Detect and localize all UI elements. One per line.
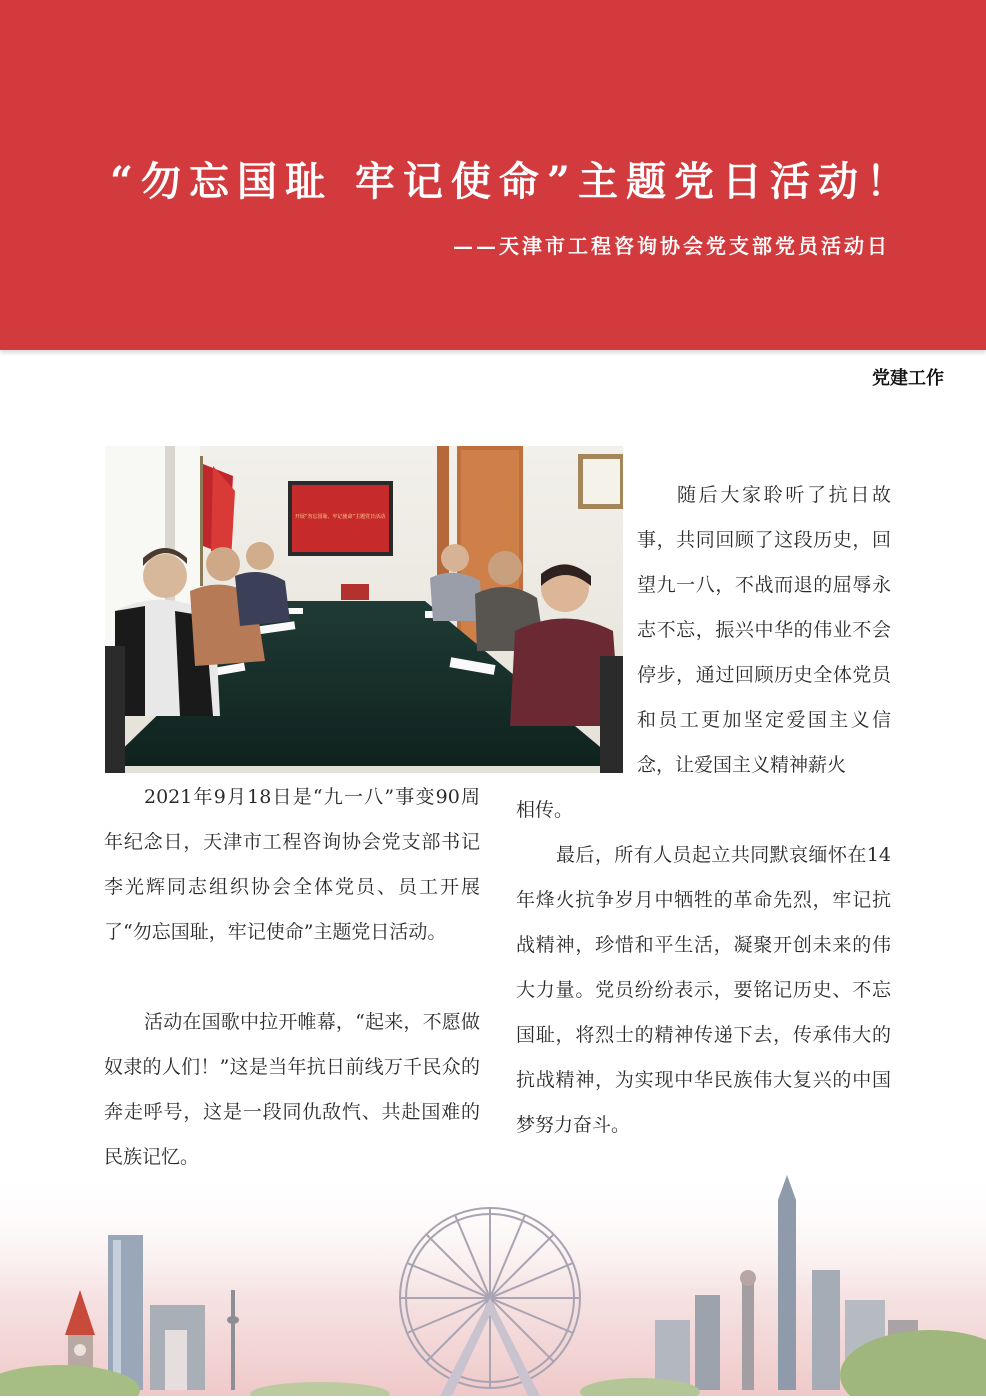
article-paragraph-2: 活动在国歌中拉开帷幕，“起来，不愿做奴隶的人们！”这是当年抗日前线万千民众的奔走呼号，这是一段同仇敌忾、共赴国难的民族记忆。 xyxy=(104,1011,480,1168)
article-paragraph-3: 随后大家聆听了抗日故事，共同回顾了这段历史，回望九一八，不战而退的屈辱永志不忘，振兴中华的伟业不会停步，通过回顾历史全体党员和员工更加坚定爱国主义信念，让爱国主义精神薪火 xyxy=(637,484,891,776)
section-label: 党建工作 xyxy=(872,368,944,389)
tv-screen-text: 开展“勿忘国耻、牢记使命”主题党日活动 xyxy=(294,514,386,520)
city-skyline-illustration xyxy=(0,1170,986,1396)
meeting-photo xyxy=(105,446,623,773)
article-paragraph-3-continued: 相传。 xyxy=(516,799,574,821)
page-title: “勿忘国耻 牢记使命”主题党日活动！ xyxy=(110,158,914,205)
header-banner xyxy=(0,0,986,350)
article-paragraph-4: 最后，所有人员起立共同默哀缅怀在14年烽火抗争岁月中牺牲的革命先烈，牢记抗战精神，珍惜和平生活，凝聚开创未来的伟大力量。党员纷纷表示，要铭记历史、不忘国耻，将烈士的精神传递下去，传承伟大的抗战精神，为实现中华民族伟大复兴的中国梦努力奋斗。 xyxy=(516,844,891,1136)
article-paragraph-1: 2021年9月18日是“九一八”事变90周年纪念日，天津市工程咨询协会党支部书记李光辉同志组织协会全体党员、员工开展了“勿忘国耻，牢记使命”主题党日活动。 xyxy=(104,786,480,943)
page-subtitle: ——天津市工程咨询协会党支部党员活动日 xyxy=(453,234,890,258)
